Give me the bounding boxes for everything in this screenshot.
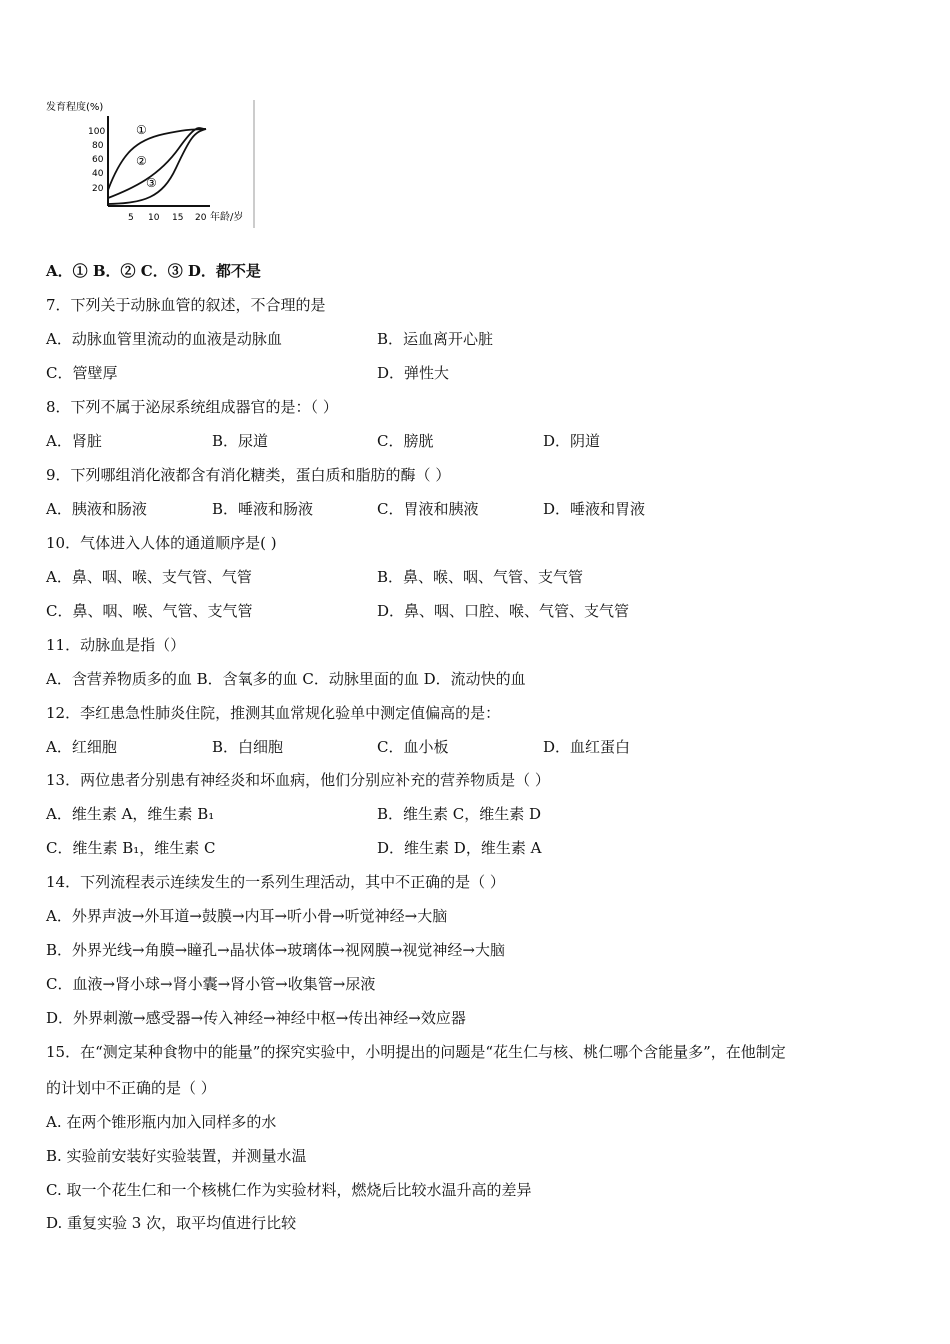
q12-option-a: A．红细胞 bbox=[46, 738, 117, 756]
q13-option-b: B．维生素 C，维生素 D bbox=[377, 805, 542, 823]
q7-option-a: A．动脉血管里流动的血液是动脉血 bbox=[46, 330, 282, 348]
q14-option-b: B．外界光线→角膜→瞳孔→晶状体→玻璃体→视网膜→视觉神经→大脑 bbox=[46, 941, 506, 959]
q15-option-b: B. 实验前安装好实验装置，并测量水温 bbox=[46, 1147, 307, 1165]
q10-option-d: D．鼻、咽、口腔、喉、气管、支气管 bbox=[377, 602, 630, 620]
q8-option-b: B．尿道 bbox=[212, 432, 269, 450]
q10-stem: 10．气体进入人体的通道顺序是( ) bbox=[46, 534, 277, 552]
curve-label-2: ② bbox=[136, 154, 147, 168]
q12-option-d: D．血红蛋白 bbox=[543, 738, 631, 756]
q12-stem: 12．李红患急性肺炎住院，推测其血常规化验单中测定值偏高的是： bbox=[46, 704, 501, 722]
q7-option-d: D．弹性大 bbox=[377, 364, 450, 382]
q7-option-c: C．管壁厚 bbox=[46, 364, 118, 382]
q15-option-a: A. 在两个锥形瓶内加入同样多的水 bbox=[46, 1113, 277, 1131]
q7-option-b: B．运血离开心脏 bbox=[377, 330, 494, 348]
y-tick-label: 80 bbox=[92, 141, 104, 151]
q8-option-d: D．阴道 bbox=[543, 432, 601, 450]
y-tick-label: 20 bbox=[92, 184, 104, 194]
q6-options: A．① B．② C．③ D．都不是 bbox=[46, 262, 261, 280]
x-tick-label: 15 bbox=[172, 213, 184, 223]
q10-option-b: B．鼻、喉、咽、气管、支气管 bbox=[377, 568, 584, 586]
q10-option-a: A．鼻、咽、喉、支气管、气管 bbox=[46, 568, 252, 586]
q14-option-c: C．血液→肾小球→肾小囊→肾小管→收集管→尿液 bbox=[46, 975, 376, 993]
q15-option-d: D. 重复实验 3 次，取平均值进行比较 bbox=[46, 1214, 297, 1232]
q15-stem: 15．在“测定某种食物中的能量”的探究实验中，小明提出的问题是“花生仁与核、桃仁哪个含能量多”，在他制定 bbox=[46, 1043, 786, 1061]
x-tick-label: 20 bbox=[195, 213, 207, 223]
q14-option-a: A．外界声波→外耳道→鼓膜→内耳→听小骨→听觉神经→大脑 bbox=[46, 907, 448, 925]
q14-option-d: D．外界刺激→感受器→传入神经→神经中枢→传出神经→效应器 bbox=[46, 1009, 466, 1027]
x-tick-label: 10 bbox=[148, 213, 160, 223]
x-tick-label: 5 bbox=[128, 213, 134, 223]
q9-stem: 9．下列哪组消化液都含有消化糖类，蛋白质和脂肪的酶（ ） bbox=[46, 466, 451, 484]
q8-stem: 8．下列不属于泌尿系统组成器官的是：（ ） bbox=[46, 398, 338, 416]
q15-option-c: C. 取一个花生仁和一个核桃仁作为实验材料，燃烧后比较水温升高的差异 bbox=[46, 1181, 532, 1199]
q14-stem: 14．下列流程表示连续发生的一系列生理活动，其中不正确的是（ ） bbox=[46, 873, 505, 891]
q12-option-b: B．白细胞 bbox=[212, 738, 284, 756]
q9-option-c: C．胃液和胰液 bbox=[377, 500, 479, 518]
curve-label-3: ③ bbox=[146, 176, 157, 190]
q12-option-c: C．血小板 bbox=[377, 738, 449, 756]
q8-option-c: C．膀胱 bbox=[377, 432, 434, 450]
development-curve-figure bbox=[44, 98, 256, 230]
q9-option-b: B．唾液和肠液 bbox=[212, 500, 314, 518]
curve-label-1: ① bbox=[136, 123, 147, 137]
q11-stem: 11．动脉血是指（） bbox=[46, 636, 186, 654]
y-axis-title: 发育程度(%) bbox=[46, 102, 104, 113]
q13-option-a: A．维生素 A，维生素 B₁ bbox=[46, 805, 215, 823]
y-tick-label: 40 bbox=[92, 169, 104, 179]
q11-options: A．含营养物质多的血 B．含氧多的血 C．动脉里面的血 D．流动快的血 bbox=[46, 670, 526, 688]
q9-option-d: D．唾液和胃液 bbox=[543, 500, 646, 518]
q8-option-a: A．肾脏 bbox=[46, 432, 102, 450]
q13-stem: 13．两位患者分别患有神经炎和坏血病，他们分别应补充的营养物质是（ ） bbox=[46, 771, 550, 789]
q10-option-c: C．鼻、咽、喉、气管、支气管 bbox=[46, 602, 253, 620]
y-tick-label: 100 bbox=[88, 127, 106, 137]
q15-stem-cont: 的计划中不正确的是（ ） bbox=[46, 1079, 216, 1097]
q13-option-d: D．维生素 D，维生素 A bbox=[377, 839, 542, 857]
q9-option-a: A．胰液和肠液 bbox=[46, 500, 147, 518]
y-tick-label: 60 bbox=[92, 155, 104, 165]
q7-stem: 7．下列关于动脉血管的叙述，不合理的是 bbox=[46, 296, 326, 314]
q13-option-c: C．维生素 B₁，维生素 C bbox=[46, 839, 216, 857]
x-axis-title: 年龄/岁 bbox=[210, 212, 244, 223]
